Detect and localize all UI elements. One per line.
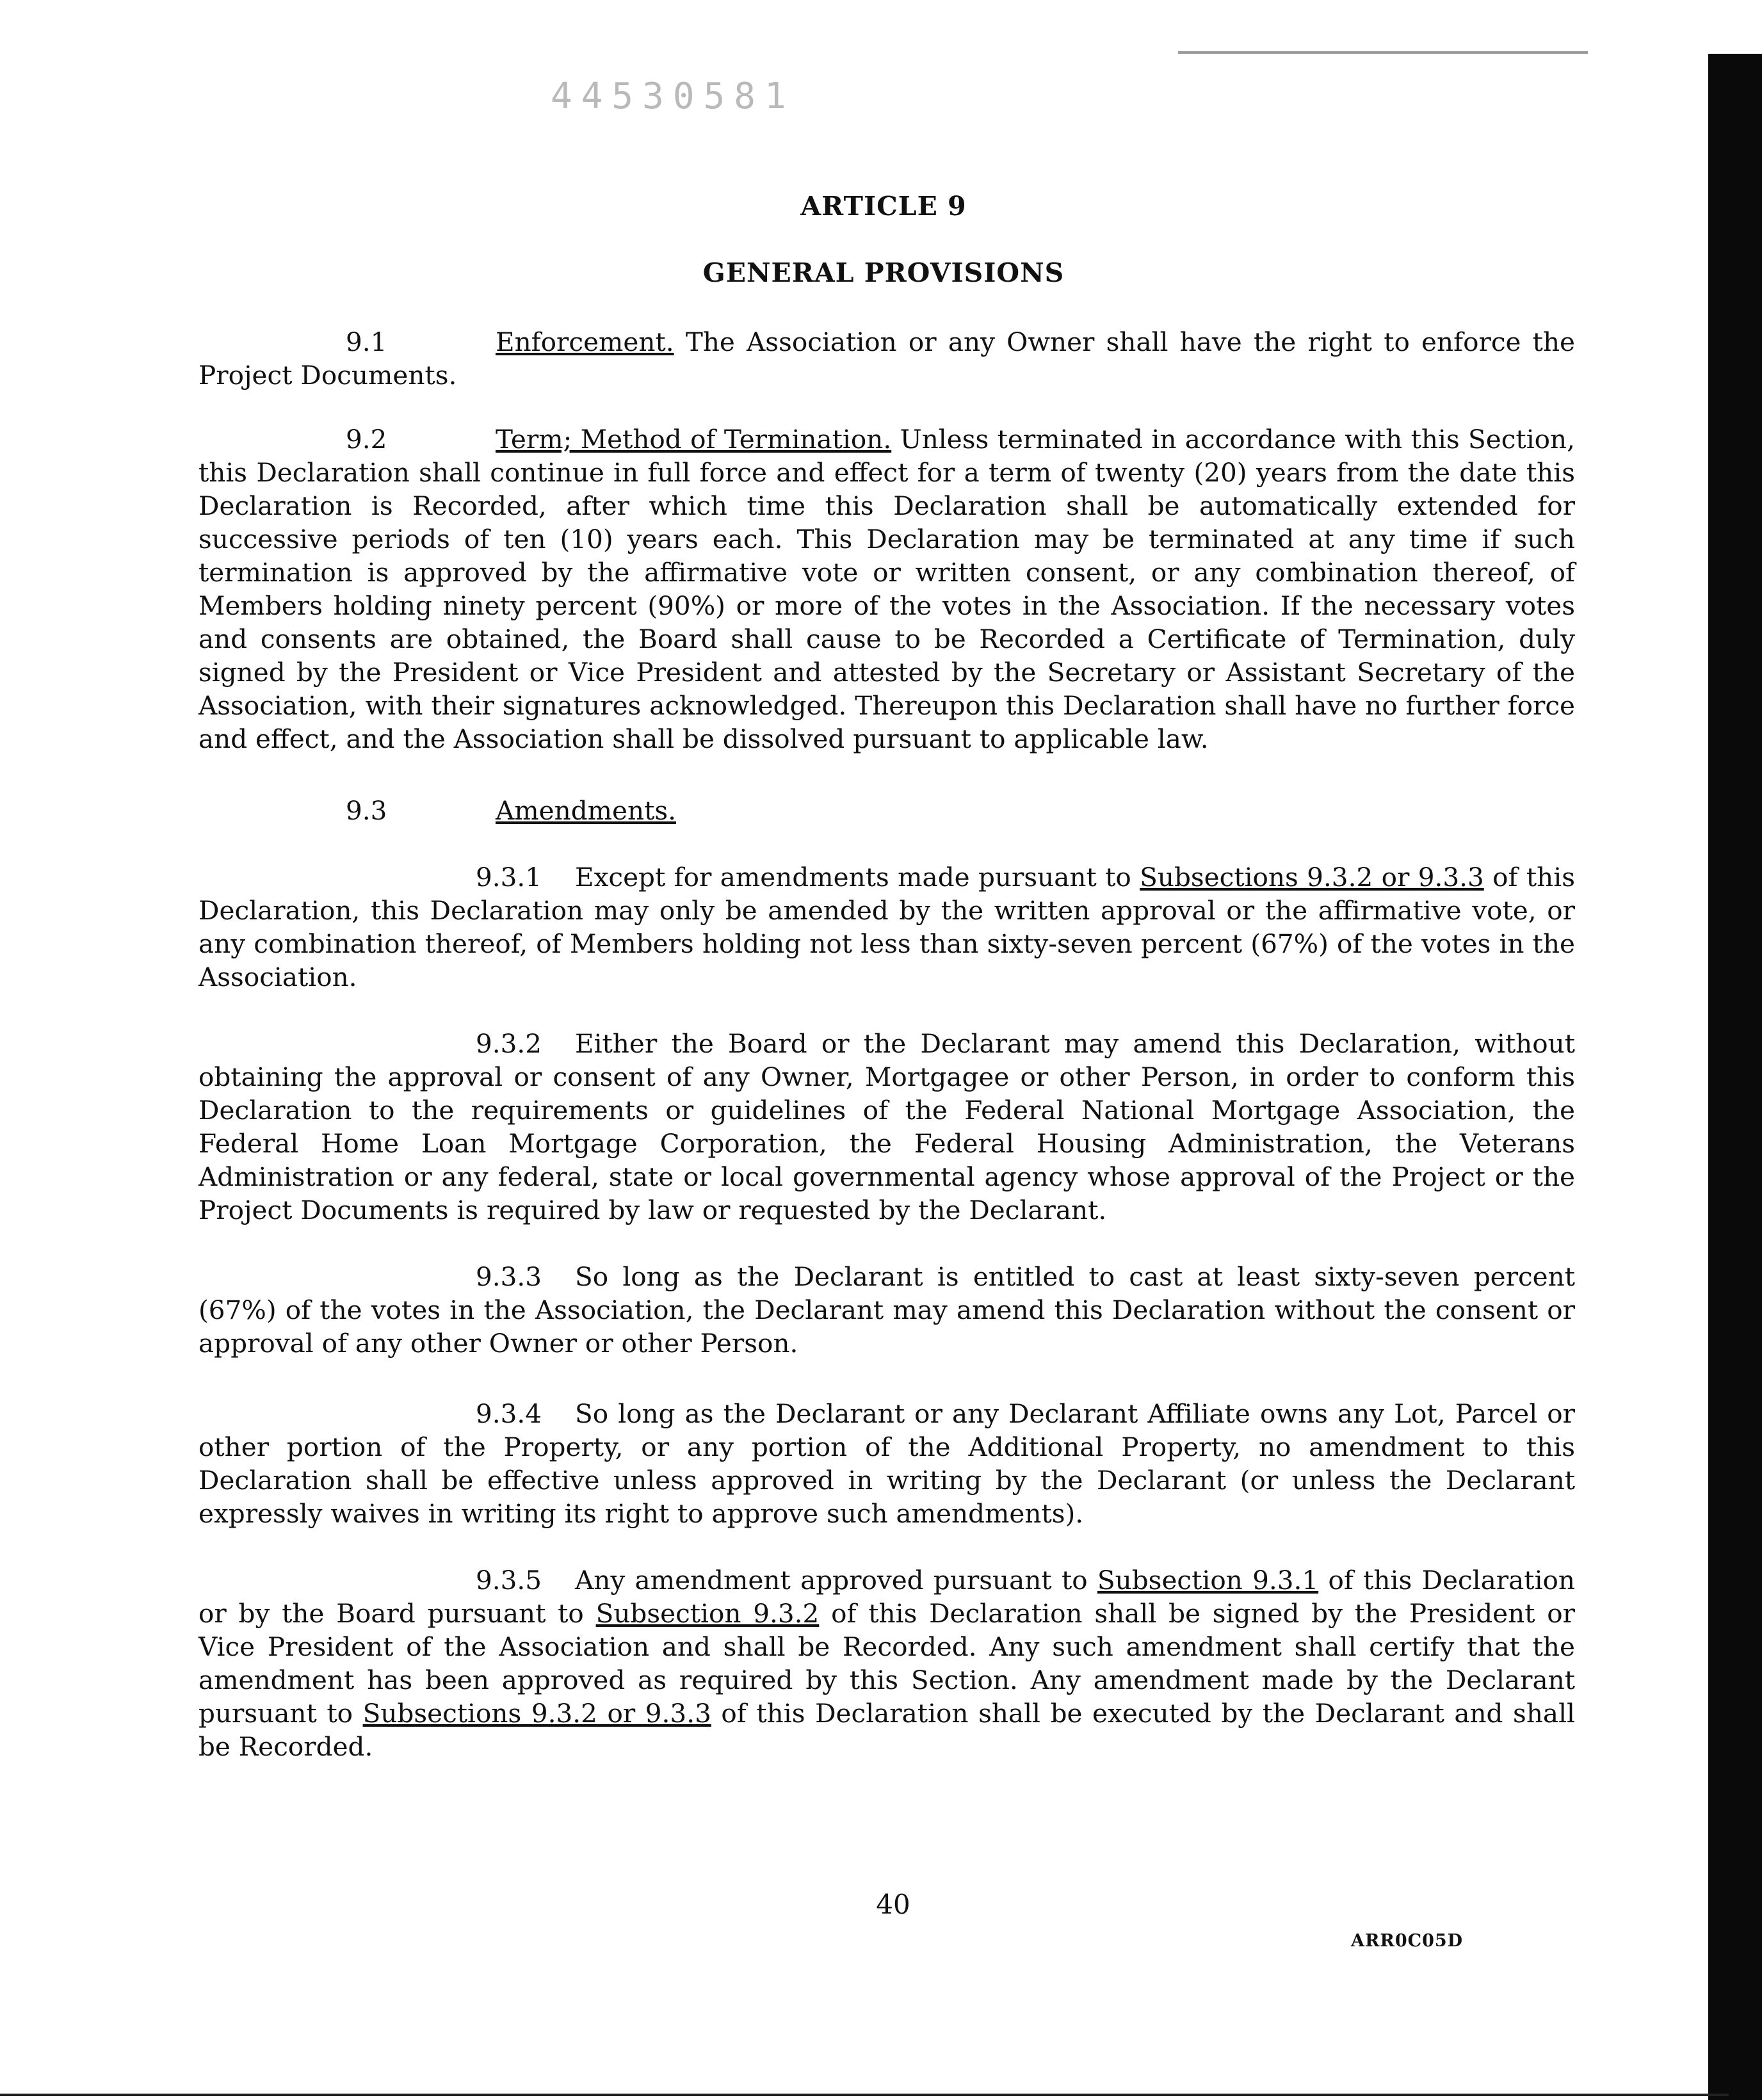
subsection-text: So long as the Declarant or any Declarant Affiliate owns any Lot, Parcel or other portion of the Property, or any portion of the Additional Property, no amendment to this Declaration shall be effective unless approved in writing by the Declarant (or unless the Declarant expressly waives in writing its right to approve such amendments).	[198, 1398, 1575, 1529]
subsection-text: Either the Board or the Declarant may amend this Declaration, without obtaining the approval or consent of any Owner, Mortgagee or other Person, in order to conform this Declaration to the requirements or guidelines of the Federal National Mortgage Association, the Federal Home Loan Mortgage Corporation, the Federal Housing Administration, the Veterans Administration or any federal, state or local governmental agency whose approval of the Project or the Project Documents is required by law or requested by the Declarant.	[198, 1028, 1575, 1225]
subsection-text: of this Declaration or by the Board pursuant to	[198, 1565, 1575, 1629]
section-heading: Term; Method of Termination.	[496, 424, 892, 455]
subsection-number: 9.3.5	[476, 1565, 542, 1595]
subsection-9-3-4	[198, 1397, 1575, 1530]
subsection-reference: Subsection 9.3.2	[595, 1598, 820, 1629]
scan-artifact-bottom-line	[0, 2094, 1729, 2096]
section-number: 9.2	[346, 424, 387, 455]
subsection-9-3-1	[198, 860, 1575, 994]
scan-artifact-top-line	[1178, 51, 1588, 54]
subsection-number: 9.3.4	[476, 1398, 542, 1429]
section-9-2	[198, 423, 1575, 755]
subsection-9-3-2	[198, 1027, 1575, 1227]
subsection-text: of this Declaration shall be signed by the President or Vice President of the Association and shall be Recorded. Any such amendment shall certify that the amendment has been approved as required by this Section. Any amendment made by the Declarant pursuant to	[198, 1598, 1575, 1729]
section-number: 9.1	[346, 327, 387, 357]
subsection-reference: Subsections 9.3.2 or 9.3.3	[1140, 862, 1484, 892]
subsection-text: of this Declaration, this Declaration may only be amended by the written approval or the affirmative vote, or any combination thereof, of Members holding not less than sixty-seven percent (67%) of the votes in the Association.	[198, 862, 1575, 992]
section-text: Unless terminated in accordance with this Section, this Declaration shall continue in full force and effect for a term of twenty (20) years from the date this Declaration is Recorded, after which time this Declaration shall be automatically extended for successive periods of ten (10) years each. This Declaration may be terminated at any time if such termination is approved by the affirmative vote or written consent, or any combination thereof, of Members holding ninety percent (90%) or more of the votes in the Association. If the necessary votes and consents are obtained, the Board shall cause to be Recorded a Certificate of Termination, duly signed by the President or Vice President and attested by the Secretary or Assistant Secretary of the Association, with their signatures acknowledged. Thereupon this Declaration shall have no further force and effect, and the Association shall be dissolved pursuant to applicable law.	[198, 424, 1576, 754]
document-code: ARR0C05D	[1351, 1931, 1464, 1951]
subsection-text: of this Declaration shall be executed by the Declarant and shall be Recorded.	[198, 1698, 1575, 1762]
section-9-1	[198, 325, 1575, 392]
subsection-reference: Subsections 9.3.2 or 9.3.3	[362, 1698, 711, 1729]
section-9-3	[198, 794, 1575, 827]
subsection-number: 9.3.3	[476, 1261, 542, 1292]
article-title: ARTICLE 9	[800, 191, 967, 222]
subsection-9-3-3	[198, 1260, 1575, 1360]
section-text: The Association or any Owner shall have the right to enforce the Project Documents.	[198, 327, 1575, 391]
subsection-9-3-5	[198, 1563, 1575, 1763]
subsection-text: Any amendment approved pursuant to	[575, 1565, 1097, 1595]
section-heading: Enforcement.	[496, 327, 674, 357]
document-stamp: 44530581	[551, 76, 795, 117]
subsection-number: 9.3.1	[476, 862, 542, 892]
subsection-text: So long as the Declarant is entitled to cast at least sixty-seven percent (67%) of the votes in the Association, the Declarant may amend this Declaration without the consent or approval of any other Owner or other Person.	[198, 1261, 1575, 1359]
subsection-number: 9.3.2	[476, 1028, 542, 1059]
subsection-text: Except for amendments made pursuant to	[575, 862, 1140, 892]
article-subtitle: GENERAL PROVISIONS	[702, 257, 1065, 288]
scan-dark-edge	[1708, 54, 1762, 2100]
section-number: 9.3	[346, 795, 387, 826]
page-number: 40	[876, 1889, 910, 1920]
section-heading: Amendments.	[496, 795, 677, 826]
subsection-reference: Subsection 9.3.1	[1097, 1565, 1319, 1595]
